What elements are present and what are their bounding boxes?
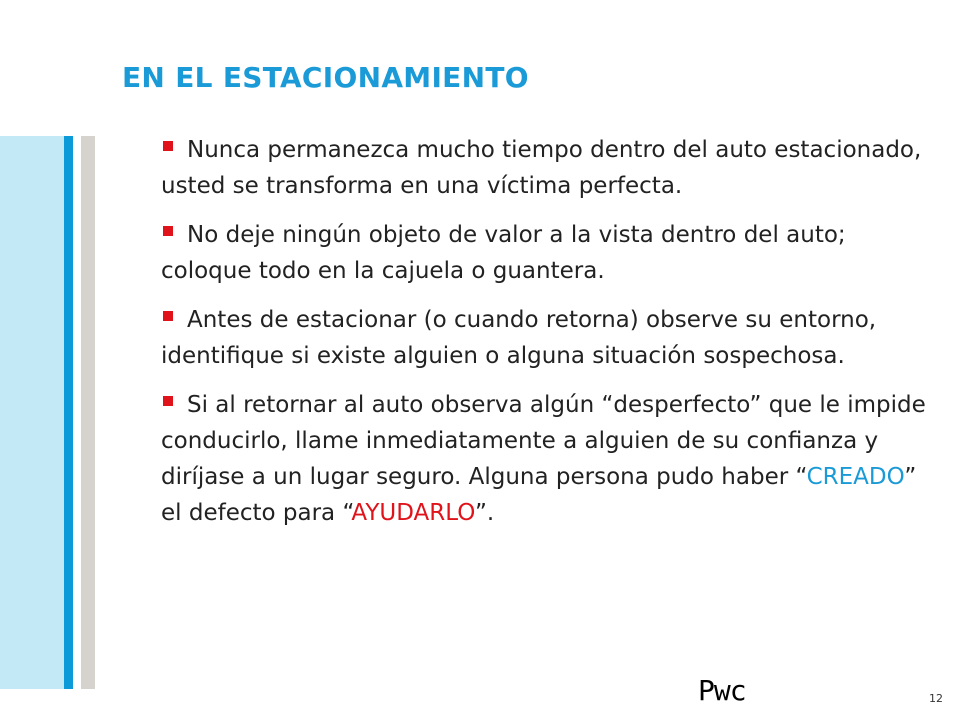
- bullet-text: Antes de estacionar (o cuando retorna) observe su entorno, identifique si existe alguien o alguna situación sospechosa.: [161, 307, 877, 369]
- page-number: 12: [929, 692, 943, 705]
- bullet-square-icon: [163, 226, 173, 236]
- highlight-creado: CREADO: [806, 464, 905, 490]
- bullet-item: [161, 132, 926, 204]
- bullet-item: [161, 302, 926, 374]
- bullet-square-icon: [163, 396, 173, 406]
- bullet-text: ” el defecto para “: [161, 464, 917, 526]
- bullet-item: [161, 217, 926, 289]
- slide-title: EN EL ESTACIONAMIENTO: [122, 61, 529, 94]
- bullet-square-icon: [163, 141, 173, 151]
- highlight-ayudarlo: AYUDARLO: [351, 500, 475, 526]
- bullet-text: Nunca permanezca mucho tiempo dentro del auto estacionado, usted se transforma en una víctima perfecta.: [161, 137, 922, 199]
- decorative-bar-gray: [81, 136, 95, 689]
- bullet-list: [161, 132, 926, 544]
- bullet-text: No deje ningún objeto de valor a la vista dentro del auto; coloque todo en la cajuela o guantera.: [161, 222, 846, 284]
- bullet-text: ”.: [474, 500, 495, 526]
- decorative-bar-gap: [73, 136, 81, 689]
- company-logo: Pwc: [698, 674, 746, 707]
- decorative-bar-blue: [64, 136, 73, 689]
- bullet-square-icon: [163, 311, 173, 321]
- decorative-bar-light: [0, 136, 64, 689]
- bullet-item: [161, 387, 926, 531]
- bullet-text: Si al retornar al auto observa algún “desperfecto” que le impide conducirlo, llame inmediatamente a alguien de su confianza y diríjase a un lugar seguro. Alguna persona pudo haber “: [161, 392, 926, 490]
